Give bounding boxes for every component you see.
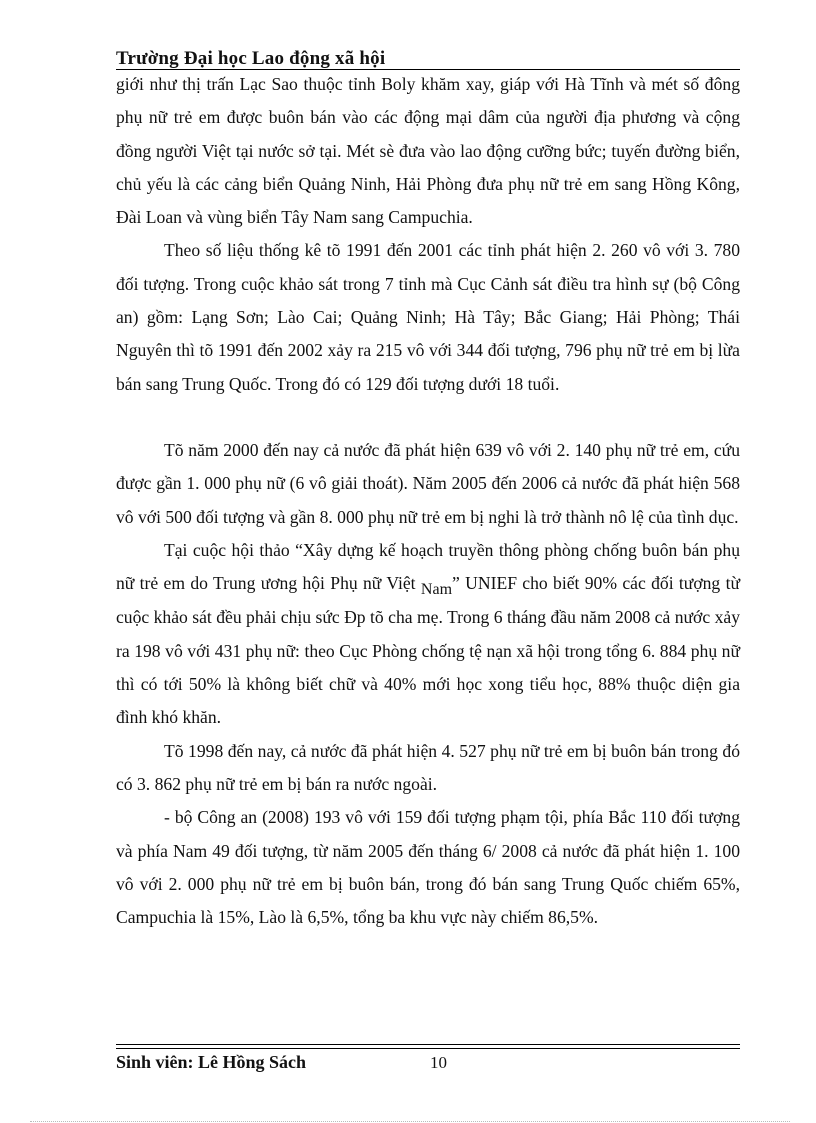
footer-rule-bottom	[116, 1048, 740, 1049]
paragraph-4-subscript: Nam	[420, 581, 453, 599]
page-number: 10	[430, 1053, 447, 1072]
paragraph-1: giới như thị trấn Lạc Sao thuộc tỉnh Boly khăm xay, giáp với Hà Tĩnh và mét số đông phụ nữ trẻ em được buôn bán vào các động mại dâm của người địa phương và cộng đồng người Việt tại nước sở tại. Mét sè đưa vào lao động cưỡng bức; tuyến đường biển, chủ yếu là các cảng biển Quảng Ninh, Hải Phòng đưa phụ nữ trẻ em sang Hồng Kông, Đài Loan và vùng biển Tây Nam sang Campuchia.	[116, 74, 740, 228]
document-body	[116, 68, 740, 934]
paragraph-4	[116, 534, 740, 735]
paragraph-2: Theo số liệu thống kê tõ 1991 đến 2001 các tỉnh phát hiện 2. 260 vô với 3. 780 đối tượng. Trong cuộc khảo sát trong 7 tỉnh mà Cục Cảnh sát điều tra hình sự (bộ Công an) gồm: Lạng Sơn; Lào Cai; Quảng Ninh; Hà Tây; Bắc Giang; Hải Phòng; Thái Nguyên thì tõ 1991 đến 2002 xảy ra 215 vô với 344 đối tượng, 796 phụ nữ trẻ em bị lừa bán sang Trung Quốc. Trong đó có 129 đối tượng dưới 18 tuổi.	[116, 240, 740, 394]
paragraph-6: - bộ Công an (2008) 193 vô với 159 đối tượng phạm tội, phía Bắc 110 đối tượng và phía Nam 49 đối tượng, từ năm 2005 đến tháng 6/ 2008 cả nước đã phát hiện 1. 100 vô với 2. 000 phụ nữ trẻ em bị buôn bán, trong đó bán sang Trung Quốc chiếm 65%, Campuchia là 15%, Lào là 6,5%, tổng ba khu vực này chiếm 86,5%.	[116, 807, 740, 928]
paragraph-4-text-end: ” UNIEF cho biết 90% các đối tượng từ cuộc khảo sát đều phải chịu sức Ðp tõ cha mẹ. Trong 6 tháng đầu năm 2008 cả nước xảy ra 198 vô với 431 phụ nữ: theo Cục Phòng chống tệ nạn xã hội trong tổng 6. 884 phụ nữ thì có tới 50% là không biết chữ và 40% mới học xong tiểu học, 88% thuộc diện gia đình khó khăn.	[116, 573, 740, 728]
paragraph-4-text-start: Tại cuộc hội thảo “Xây dựng kế hoạch truyền thông phòng chống buôn bán phụ nữ trẻ em do Trung ương hội Phụ nữ Việt	[116, 539, 740, 594]
paragraph-gap	[116, 401, 740, 434]
footer-author: Sinh viên: Lê Hồng Sách	[116, 1052, 307, 1072]
page-header-title: Trường Đại học Lao động xã hội	[116, 48, 386, 69]
paragraph-3: Tõ năm 2000 đến nay cả nước đã phát hiện 639 vô với 2. 140 phụ nữ trẻ em, cứu được gần 1. 000 phụ nữ (6 vô giải thoát). Năm 2005 đến 2006 cả nước đã phát hiện 568 vô với 500 đối tượng và gần 8. 000 phụ nữ trẻ em bị nghi là trở thành nô lệ của tình dục.	[116, 439, 740, 527]
page-bottom-border	[30, 1121, 790, 1122]
footer-rule-top	[116, 1044, 740, 1045]
paragraph-5: Tõ 1998 đến nay, cả nước đã phát hiện 4. 527 phụ nữ trẻ em bị buôn bán trong đó có 3. 862 phụ nữ trẻ em bị bán ra nước ngoài.	[116, 740, 740, 794]
